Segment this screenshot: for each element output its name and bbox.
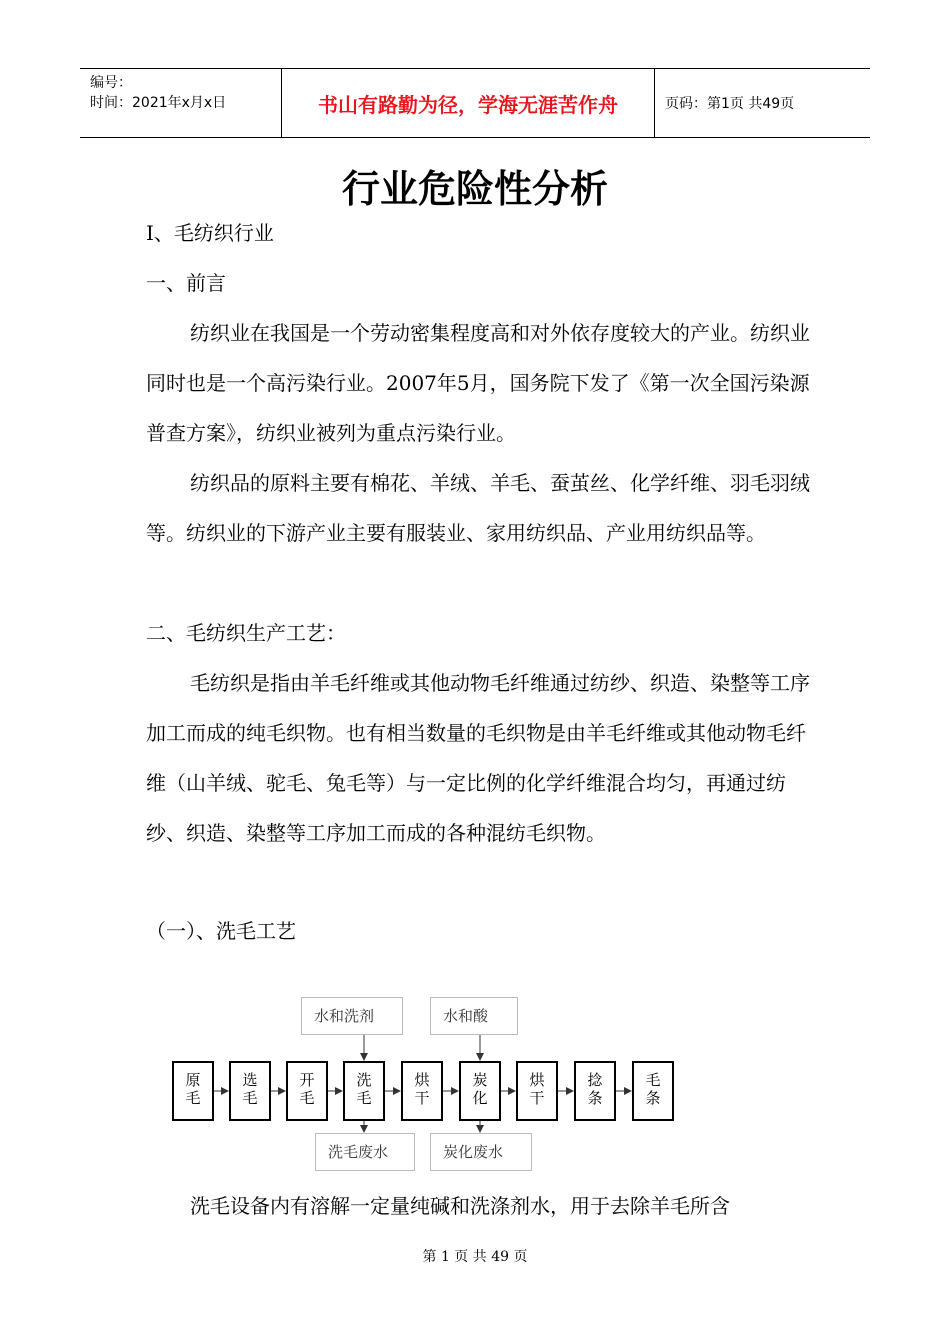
flow-step-box — [172, 1061, 214, 1121]
subsection-heading-washing: （一）、洗毛工艺 — [146, 919, 296, 943]
flow-step-box — [574, 1061, 616, 1121]
time-label: 时间：2021年x月x日 — [90, 95, 227, 111]
flow-step-char: 毛 — [299, 1089, 315, 1107]
document-header — [80, 68, 870, 138]
flow-step-box — [229, 1061, 271, 1121]
flow-step-char: 开 — [299, 1071, 315, 1089]
flow-input-note: 水和酸 — [430, 997, 518, 1035]
flow-step-char: 条 — [587, 1089, 603, 1107]
page-footer: 第 1 页 共 49 页 — [422, 1249, 528, 1265]
header-page-info: 页码：第1页 共49页 — [665, 96, 795, 112]
flow-step-char: 炭 — [472, 1071, 488, 1089]
flow-step-char: 毛 — [185, 1089, 201, 1107]
flow-step-char: 干 — [414, 1089, 430, 1107]
section-heading-process: 二、毛纺织生产工艺： — [146, 621, 346, 645]
flow-step-box — [516, 1061, 558, 1121]
flow-step-char: 毛 — [242, 1089, 258, 1107]
flow-step-box — [286, 1061, 328, 1121]
flow-output-note: 炭化废水 — [430, 1133, 532, 1171]
flow-step-char: 干 — [529, 1089, 545, 1107]
flow-step-char: 烘 — [414, 1071, 430, 1089]
paragraph-intro-1: 纺织业在我国是一个劳动密集程度高和对外依存度较大的产业。纺织业同时也是一个高污染行业。2007年5月，国务院下发了《第一次全国污染源普查方案》，纺织业被列为重点污染行业。 — [146, 321, 810, 445]
flow-step-char: 原 — [185, 1071, 201, 1089]
flow-step-char: 选 — [242, 1071, 258, 1089]
flow-step-char: 化 — [472, 1089, 488, 1107]
flow-step-char: 毛 — [645, 1071, 661, 1089]
page-title: 行业危险性分析 — [341, 167, 608, 211]
flow-input-note: 水和洗剂 — [301, 997, 403, 1035]
section-heading-1: I、毛纺织行业 — [146, 221, 274, 245]
header-motto: 书山有路勤为径，学海无涯苦作舟 — [282, 69, 655, 137]
flow-step-char: 烘 — [529, 1071, 545, 1089]
flow-step-char: 捻 — [587, 1071, 603, 1089]
section-heading-intro: 一、前言 — [146, 271, 226, 295]
paragraph-intro-2: 纺织品的原料主要有棉花、羊绒、羊毛、蚕茧丝、化学纤维、羽毛羽绒等。纺织业的下游产业主要有服装业、家用纺织品、产业用纺织品等。 — [146, 471, 810, 545]
flow-step-char: 条 — [645, 1089, 661, 1107]
paragraph-process: 毛纺织是指由羊毛纤维或其他动物毛纤维通过纺纱、织造、染整等工序加工而成的纯毛织物。也有相当数量的毛织物是由羊毛纤维或其他动物毛纤维（山羊绒、驼毛、兔毛等）与一定比例的化学纤维混合均匀，再通过纺纱、织造、染整等工序加工而成的各种混纺毛织物。 — [146, 671, 810, 845]
flow-step-box — [343, 1061, 385, 1121]
header-meta-cell — [80, 69, 282, 137]
flow-step-char: 毛 — [356, 1089, 372, 1107]
flow-step-box — [459, 1061, 501, 1121]
flow-step-box — [401, 1061, 443, 1121]
flow-step-char: 洗 — [356, 1071, 372, 1089]
flow-step-box — [632, 1061, 674, 1121]
flow-output-note: 洗毛废水 — [315, 1133, 415, 1171]
number-label: 编号： — [90, 75, 132, 91]
paragraph-washing: 洗毛设备内有溶解一定量纯碱和洗涤剂水，用于去除羊毛所含 — [190, 1194, 730, 1218]
